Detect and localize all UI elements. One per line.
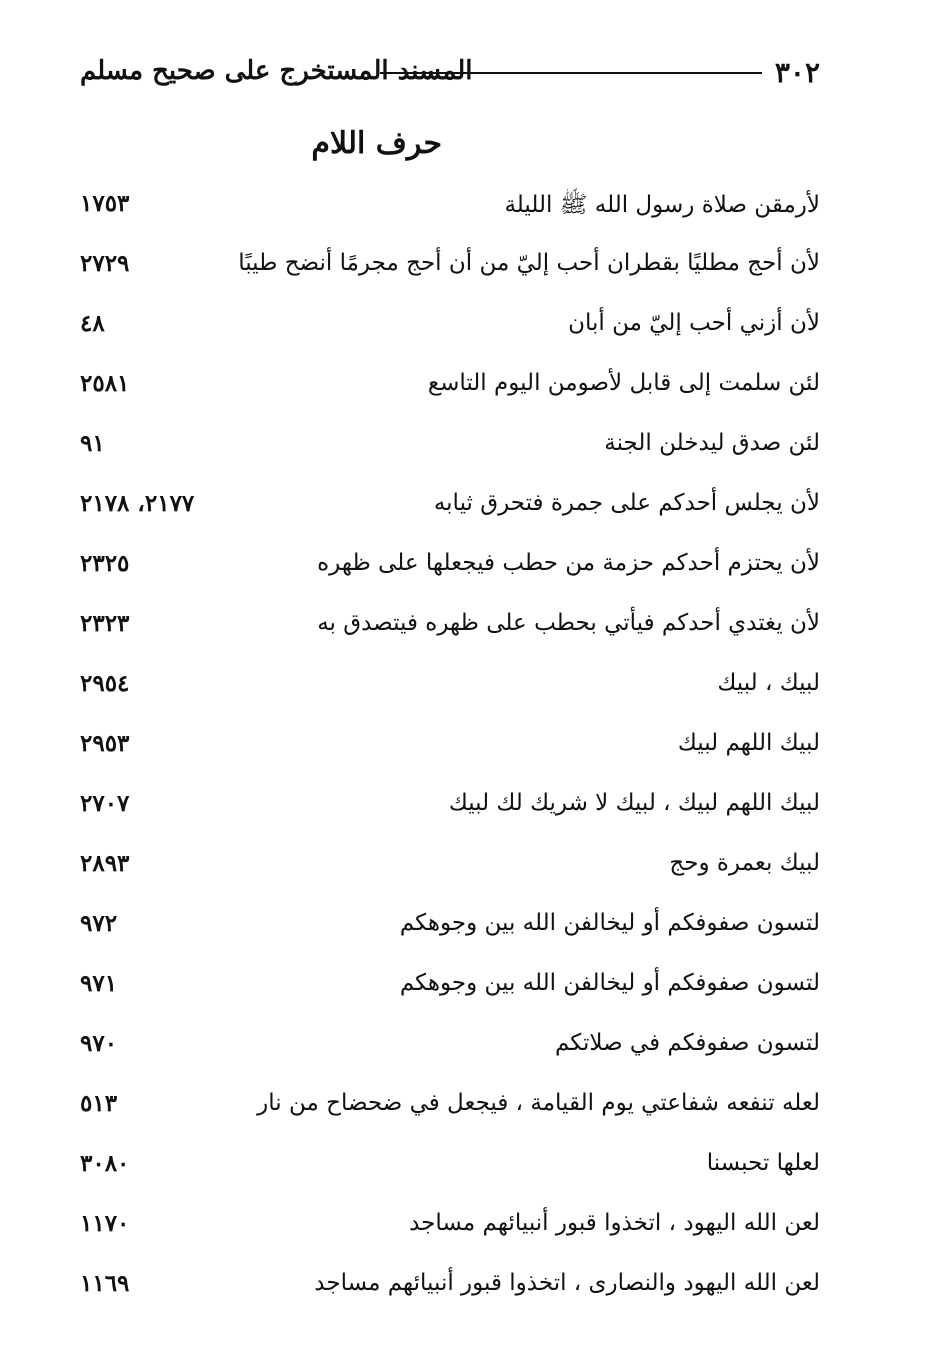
index-entry xyxy=(80,1260,820,1320)
entry-text: لأن يغتدي أحدكم فيأتي بحطب على ظهره فيتصدق به xyxy=(317,610,820,636)
entry-text: لتسون صفوفكم أو ليخالفن الله بين وجوهكم xyxy=(399,910,820,936)
entry-text: لبيك اللهم لبيك ، لبيك لا شريك لك لبيك xyxy=(448,790,820,816)
index-entry xyxy=(80,1080,820,1140)
entry-refs: ٩٧٢ xyxy=(80,910,118,937)
index-entry xyxy=(80,300,820,360)
index-entry xyxy=(80,840,820,900)
entry-text: لأرمقن صلاة رسول الله ﷺ الليلة xyxy=(504,192,820,218)
entry-refs: ٢٣٢٥ xyxy=(80,550,130,577)
index-entry xyxy=(80,360,820,420)
entry-refs: ١١٧٠ xyxy=(80,1210,130,1237)
index-entry xyxy=(80,960,820,1020)
entry-text: لبيك ، لبيك xyxy=(717,670,820,696)
entry-refs: ٢٣٢٣ xyxy=(80,610,130,637)
entry-refs: ٩٧١ xyxy=(80,970,118,997)
entry-refs: ٢٩٥٣ xyxy=(80,730,130,757)
entry-refs: ٩٧٠ xyxy=(80,1030,118,1057)
entry-text: لعلها تحبسنا xyxy=(706,1150,820,1176)
entry-refs: ٤٨ xyxy=(80,310,105,337)
page-header xyxy=(80,52,820,96)
entry-text: لئن صدق ليدخلن الجنة xyxy=(604,430,820,456)
index-entry xyxy=(80,540,820,600)
entry-text: لأن يحتزم أحدكم حزمة من حطب فيجعلها على ظهره xyxy=(317,550,820,576)
index-entry xyxy=(80,240,820,300)
entry-refs: ٢٩٥٤ xyxy=(80,670,130,697)
entry-refs: ٢١٧٧، ٢١٧٨ xyxy=(80,490,195,517)
entry-refs: ٥١٣ xyxy=(80,1090,118,1117)
entry-refs: ٢٥٨١ xyxy=(80,370,130,397)
index-list xyxy=(80,180,820,1320)
section-title: حرف اللام xyxy=(311,126,442,161)
entry-text: لأن أحج مطليًا بقطران أحب إليّ من أن أحج مجرمًا أنضح طيبًا xyxy=(238,250,820,276)
entry-refs: ٣٠٨٠ xyxy=(80,1150,130,1177)
index-entry xyxy=(80,660,820,720)
entry-text: لبيك بعمرة وحج xyxy=(669,850,820,876)
index-entry xyxy=(80,480,820,540)
index-entry xyxy=(80,1140,820,1200)
entry-text: لعله تنفعه شفاعتي يوم القيامة ، فيجعل في ضحضاح من نار xyxy=(257,1090,820,1116)
entry-refs: ١٧٥٣ xyxy=(80,190,130,217)
entry-refs: ٢٧٠٧ xyxy=(80,790,130,817)
index-entry xyxy=(80,1020,820,1080)
entry-text: لتسون صفوفكم في صلاتكم xyxy=(554,1030,820,1056)
index-entry xyxy=(80,600,820,660)
index-entry xyxy=(80,1200,820,1260)
index-entry xyxy=(80,900,820,960)
entry-refs: ١١٦٩ xyxy=(80,1270,130,1297)
index-entry xyxy=(80,420,820,480)
entry-text: لأن يجلس أحدكم على جمرة فتحرق ثيابه xyxy=(433,490,820,516)
entry-text: لعن الله اليهود والنصارى ، اتخذوا قبور أنبيائهم مساجد xyxy=(314,1270,820,1296)
entry-text: لأن أزني أحب إليّ من أبان xyxy=(568,310,820,336)
entry-text: لعن الله اليهود ، اتخذوا قبور أنبيائهم مساجد xyxy=(409,1210,820,1236)
entry-refs: ٩١ xyxy=(80,430,105,457)
page-number: ٣٠٢ xyxy=(774,56,820,89)
entry-refs: ٢٧٢٩ xyxy=(80,250,130,277)
index-entry xyxy=(80,720,820,780)
entry-text: لتسون صفوفكم أو ليخالفن الله بين وجوهكم xyxy=(399,970,820,996)
book-title: المسند المستخرج على صحيح مسلم xyxy=(80,56,473,86)
entry-text: لئن سلمت إلى قابل لأصومن اليوم التاسع xyxy=(427,370,820,396)
entry-refs: ٢٨٩٣ xyxy=(80,850,130,877)
index-entry xyxy=(80,780,820,840)
entry-text: لبيك اللهم لبيك xyxy=(677,730,820,756)
index-entry xyxy=(80,180,820,240)
